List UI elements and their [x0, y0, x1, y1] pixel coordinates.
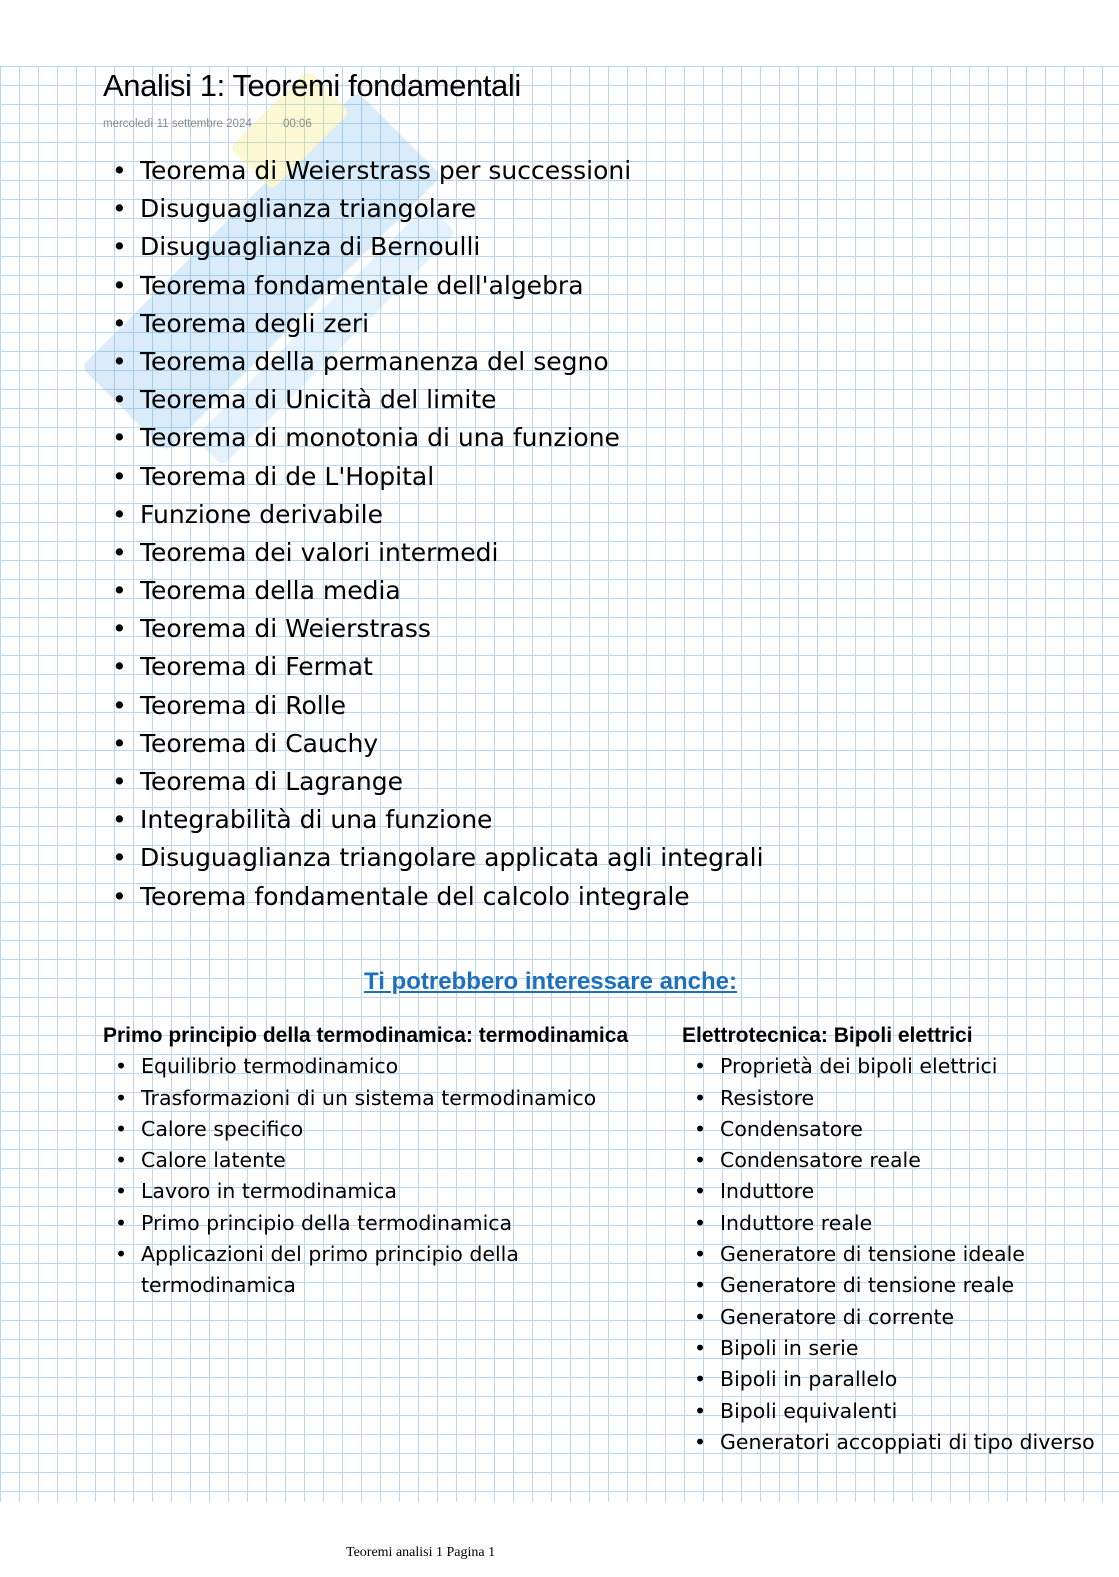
note-time: 00:06	[282, 118, 312, 130]
related-link[interactable]: • Proprietà dei bipoli elettrici	[682, 1051, 1119, 1082]
related-link[interactable]: • Equilibrio termodinamico	[103, 1051, 643, 1082]
list-item: • Teorema fondamentale del calcolo integrale	[112, 878, 764, 916]
list-item: • Teorema della permanenza del segno	[112, 343, 764, 381]
related-link[interactable]: • Calore latente	[103, 1145, 643, 1176]
related-link[interactable]: • Generatori accoppiati di tipo diverso	[682, 1427, 1119, 1458]
related-right-title[interactable]: Elettrotecnica: Bipoli elettrici	[682, 1024, 973, 1047]
related-link[interactable]: • Lavoro in termodinamica	[103, 1176, 643, 1207]
related-link[interactable]: • Generatore di corrente	[682, 1302, 1119, 1333]
list-item: • Integrabilità di una funzione	[112, 801, 764, 839]
related-link[interactable]: • Condensatore reale	[682, 1145, 1119, 1176]
list-item: • Teorema della media	[112, 572, 764, 610]
related-link[interactable]: • Induttore reale	[682, 1208, 1119, 1239]
list-item: • Teorema di Fermat	[112, 648, 764, 686]
related-link[interactable]: • Generatore di tensione reale	[682, 1270, 1119, 1301]
list-item: • Teorema degli zeri	[112, 305, 764, 343]
list-item: • Teorema di Lagrange	[112, 763, 764, 801]
related-link[interactable]: • Condensatore	[682, 1114, 1119, 1145]
list-item: • Teorema di Weierstrass	[112, 610, 764, 648]
list-item: • Disuguaglianza triangolare applicata agli integrali	[112, 839, 764, 877]
related-link[interactable]: • Bipoli equivalenti	[682, 1396, 1119, 1427]
related-left-title[interactable]: Primo principio della termodinamica: termodinamica	[103, 1024, 629, 1047]
page-title: Analisi 1: Teoremi fondamentali	[103, 68, 521, 103]
list-item: • Teorema dei valori intermedi	[112, 534, 764, 572]
list-item: • Disuguaglianza di Bernoulli	[112, 228, 764, 266]
list-item: • Teorema di Unicità del limite	[112, 381, 764, 419]
related-link[interactable]: • Calore specifico	[103, 1114, 643, 1145]
related-link[interactable]: • Bipoli in parallelo	[682, 1364, 1119, 1395]
page-footer: Teoremi analisi 1 Pagina 1	[346, 1545, 496, 1560]
topics-list	[112, 152, 764, 916]
list-item: • Teorema di Cauchy	[112, 725, 764, 763]
note-metadata	[103, 118, 312, 130]
list-item: • Teorema fondamentale dell'algebra	[112, 267, 764, 305]
list-item: • Teorema di monotonia di una funzione	[112, 419, 764, 457]
list-item: • Teorema di Rolle	[112, 687, 764, 725]
related-link[interactable]: • Resistore	[682, 1083, 1119, 1114]
related-link[interactable]: • Trasformazioni di un sistema termodinamico	[103, 1083, 643, 1114]
related-link[interactable]: • Generatore di tensione ideale	[682, 1239, 1119, 1270]
related-link[interactable]: • Bipoli in serie	[682, 1333, 1119, 1364]
related-link[interactable]: • Induttore	[682, 1176, 1119, 1207]
list-item: • Teorema di Weierstrass per successioni	[112, 152, 764, 190]
related-left-list	[103, 1051, 643, 1301]
related-column-left	[103, 1020, 643, 1302]
related-column-right	[682, 1020, 1119, 1458]
list-item: • Disuguaglianza triangolare	[112, 190, 764, 228]
related-link[interactable]: • Applicazioni del primo principio della termodinamica	[103, 1239, 571, 1302]
note-date: mercoledì 11 settembre 2024	[103, 118, 252, 130]
related-right-list	[682, 1051, 1119, 1458]
list-item: • Funzione derivabile	[112, 496, 764, 534]
related-link[interactable]: • Primo principio della termodinamica	[103, 1208, 643, 1239]
list-item: • Teorema di de L'Hopital	[112, 458, 764, 496]
related-heading-link[interactable]: Ti potrebbero interessare anche:	[363, 968, 737, 995]
